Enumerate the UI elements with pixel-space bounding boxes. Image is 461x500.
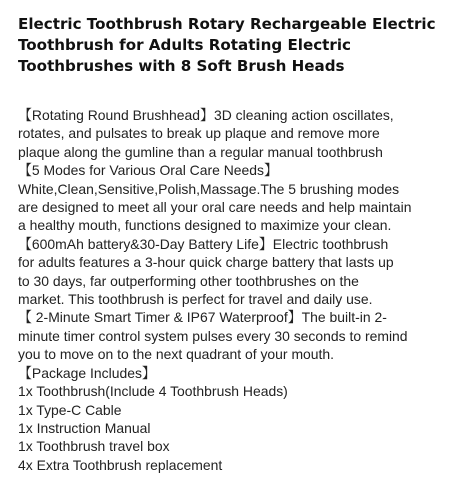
feature-modes-heading: 【5 Modes for Various Oral Care Needs】 — [18, 162, 278, 179]
description-line: to 30 days, far outperforming other toothbrushes on the — [18, 272, 359, 289]
product-title-line: Toothbrushes with 8 Soft Brush Heads — [18, 57, 345, 75]
description-line: plaque along the gumline than a regular manual toothbrush — [18, 143, 383, 160]
package-item: 1x Type-C Cable — [18, 401, 122, 418]
package-item: 1x Toothbrush travel box — [18, 438, 170, 455]
product-title-line: Toothbrush for Adults Rotating Electric — [18, 36, 351, 54]
package-item: 4x Extra Toothbrush replacement — [18, 456, 223, 473]
description-line: a healthy mouth, functions designed to maximize your clean. — [18, 217, 392, 234]
product-title-line: Electric Toothbrush Rotary Rechargeable Electric — [18, 15, 436, 33]
description-line: market. This toothbrush is perfect for travel and daily use. — [18, 291, 373, 308]
description-line: you to move on to the next quadrant of your mouth. — [18, 346, 335, 363]
package-includes-heading: 【Package Includes】 — [18, 364, 156, 381]
package-item: 1x Toothbrush(Include 4 Toothbrush Heads) — [18, 383, 288, 400]
product-detail-page — [18, 14, 448, 474]
feature-timer-line: 【 2-Minute Smart Timer & IP67 Waterproof】The built-in 2- — [18, 309, 387, 326]
feature-battery-line: 【600mAh battery&30-Day Battery Life】Electric toothbrush — [18, 235, 389, 252]
description-line: for adults features a 3-hour quick charge battery that lasts up — [18, 254, 394, 271]
product-title — [18, 14, 448, 77]
package-item: 1x Instruction Manual — [18, 419, 151, 436]
feature-rotating-brushhead-line: 【Rotating Round Brushhead】3D cleaning action oscillates, — [18, 107, 394, 123]
description-line: White,Clean,Sensitive,Polish,Massage.The 5 brushing modes — [18, 180, 400, 197]
description-line: minute timer control system pulses every 30 seconds to remind — [18, 327, 408, 344]
description-line: rotates, and pulsates to break up plaque and remove more — [18, 125, 380, 142]
product-description — [18, 106, 448, 474]
description-line: are designed to meet all your oral care needs and help maintain — [18, 199, 412, 216]
